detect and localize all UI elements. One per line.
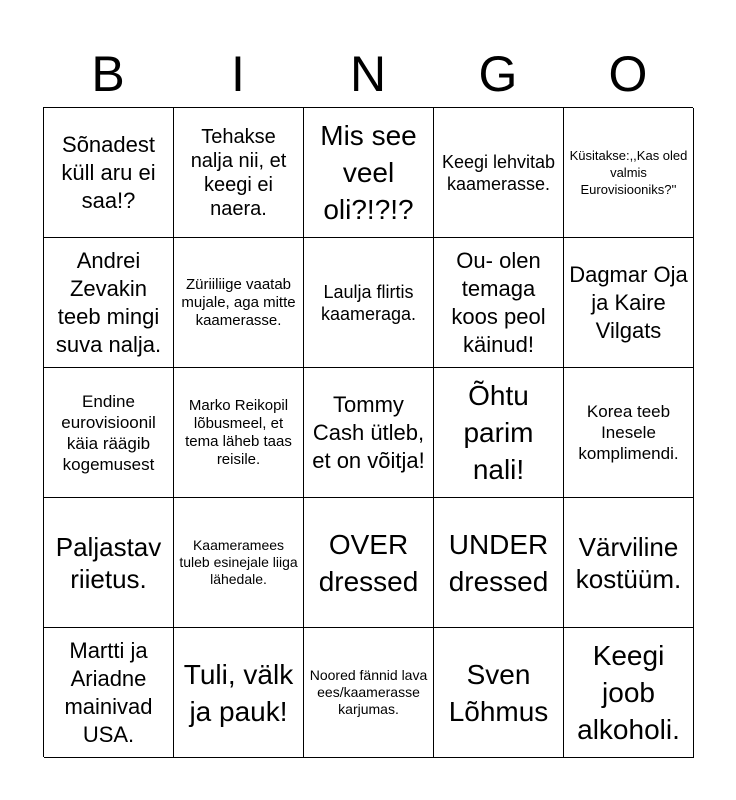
cell-text: Keegi joob alkoholi. [577,640,680,745]
bingo-cell[interactable] [44,498,174,628]
bingo-cell[interactable] [564,628,694,758]
cell-text: Ou- olen temaga koos peol käinud! [451,247,546,357]
bingo-cell[interactable] [304,108,434,238]
bingo-header [43,40,693,108]
cell-text: Züriiliige vaatab mujale, aga mitte kaamerasse. [181,275,296,329]
bingo-cell[interactable] [44,628,174,758]
cell-text: Korea teeb Inesele komplimendi. [578,402,679,463]
header-letter-o: O [608,46,648,102]
cell-text: Keegi lehvitab kaamerasse. [441,151,556,194]
bingo-cell[interactable] [564,368,694,498]
bingo-cell[interactable] [304,238,434,368]
cell-text: Kaameramees tuleb esinejale liiga lähedale. [179,537,298,587]
bingo-cell[interactable] [434,108,564,238]
header-letter-b: B [91,46,125,102]
bingo-cell[interactable] [434,628,564,758]
bingo-cell[interactable] [564,238,694,368]
cell-text: Tehakse nalja nii, et keegi ei naera. [190,125,287,220]
bingo-cell[interactable] [304,498,434,628]
cell-text: Endine eurovisioonil käia räägib kogemusest [61,391,156,474]
bingo-cell[interactable] [434,368,564,498]
bingo-cell[interactable] [174,628,304,758]
cell-text: Küsitakse:,,Kas oled valmis Eurovisiooniks?'' [569,148,688,197]
cell-text: Sven Lõhmus [448,658,549,727]
cell-text: Laulja flirtis kaameraga. [320,281,417,324]
bingo-cell[interactable] [44,238,174,368]
header-letter-i: I [231,46,245,102]
bingo-cell[interactable] [44,368,174,498]
bingo-cell[interactable] [304,368,434,498]
cell-text: OVER dressed [318,528,419,597]
bingo-cell[interactable] [44,108,174,238]
cell-text: Värviline kostüüm. [575,531,682,594]
bingo-grid [43,107,693,757]
header-letter-n: N [349,46,387,102]
bingo-cell[interactable] [174,498,304,628]
bingo-cell[interactable] [174,238,304,368]
bingo-cell[interactable] [434,238,564,368]
cell-text: Tuli, välk ja pauk! [183,658,294,727]
cell-text: Paljastav riietus. [55,531,162,594]
cell-text: Sõnadest küll aru ei saa!? [61,131,156,213]
cell-text: Martti ja Ariadne mainivad USA. [64,637,153,747]
cell-text: Tommy Cash ütleb, et on võitja! [312,391,425,473]
cell-text: Marko Reikopil lõbusmeel, et tema läheb taas reisile. [185,396,292,468]
cell-text: Mis see veel oli?!?!? [320,120,417,225]
cell-text: Dagmar Oja ja Kaire Vilgats [569,261,688,343]
bingo-cell[interactable] [564,498,694,628]
header-letter-g: G [478,46,518,102]
bingo-cell[interactable] [174,368,304,498]
bingo-cell[interactable] [174,108,304,238]
cell-text: Andrei Zevakin teeb mingi suva nalja. [55,247,162,357]
bingo-cell[interactable] [304,628,434,758]
bingo-cell[interactable] [564,108,694,238]
cell-text: Noored fännid lava ees/kaamerasse karjumas. [309,667,428,717]
bingo-cell[interactable] [434,498,564,628]
cell-text: UNDER dressed [448,528,549,597]
cell-text: Õhtu parim nali! [463,380,534,485]
